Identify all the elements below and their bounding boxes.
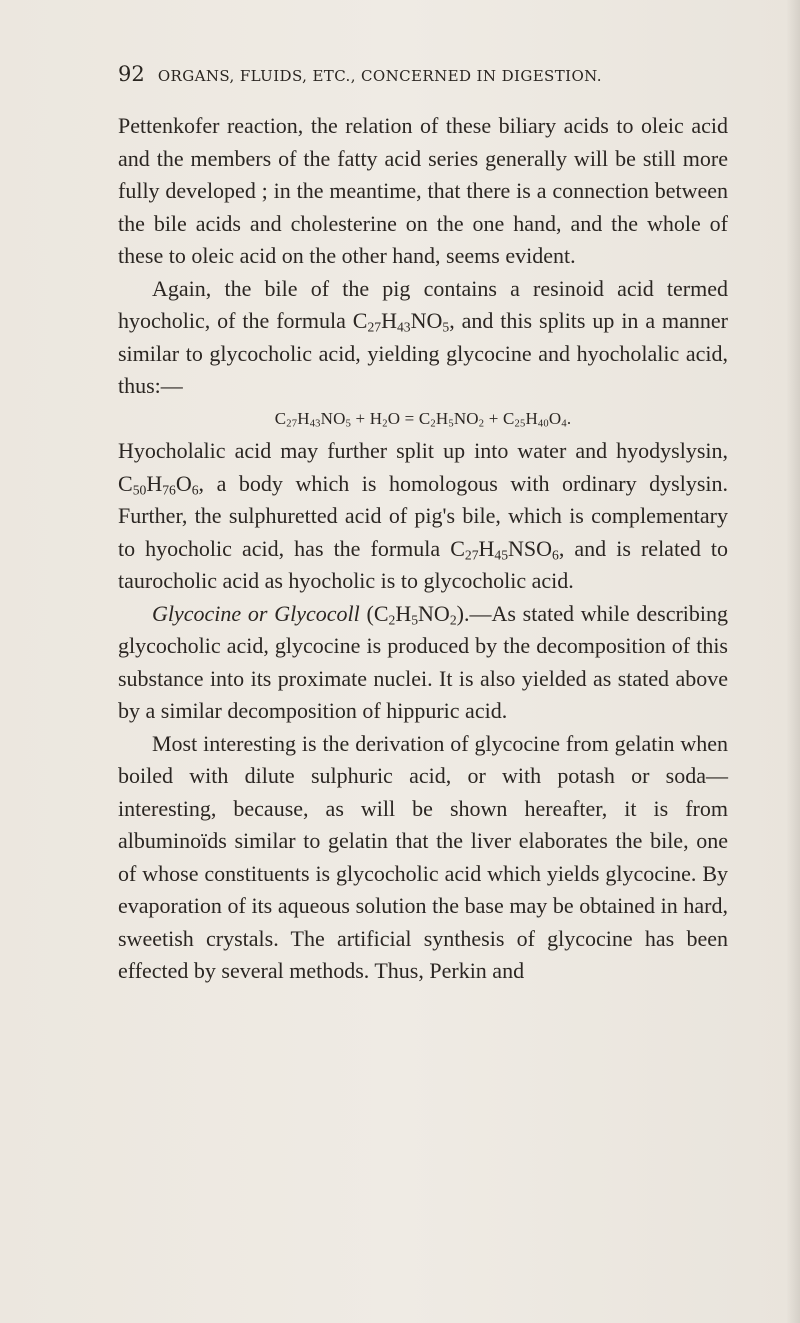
equation-sub: 4 (561, 418, 567, 430)
paragraph-4-text-a: (C (359, 600, 389, 626)
formula-sub: 6 (191, 481, 199, 497)
formula-text: H (478, 535, 495, 561)
chemical-equation (118, 403, 728, 436)
paragraph-3 (118, 435, 728, 598)
paragraph-1-text: Pettenkofer reaction, the relation of these biliary acids to oleic acid and the members of the fatty acid series generally will be still more fully developed ; in the meantime, that there is a connection between the bile acids and cholesterine on the one hand, and the whole of these to oleic acid on the other hand, seems evident. (118, 113, 728, 268)
formula-sub: 27 (464, 546, 479, 562)
formula-text: NO (418, 600, 450, 626)
formula-text: H (395, 600, 412, 626)
formula-text: H (381, 308, 397, 333)
formula-sub: 50 (132, 481, 147, 497)
equation-text: NO (453, 408, 479, 428)
paragraph-1 (118, 110, 728, 273)
paragraph-2-text-a: Again, the bile of the pig contains a resinoid acid termed hyocholic, of the formula C (118, 275, 728, 333)
equation-text: H (525, 408, 538, 428)
equation-text: C (274, 408, 287, 428)
formula-text: O (175, 470, 192, 496)
paragraph-2-text-b: , and this splits up in a manner similar to glycocholic acid, yielding glycocine and hyocholalic acid, thus:— (118, 308, 729, 398)
formula-sub: 45 (494, 546, 509, 562)
paragraph-4-text-b: ).—As stated while describing glycocholic acid, glycocine is produced by the decomposition of this substance into its proximate nuclei. It is also yielded as stated above by a similar decomposition of hippuric acid. (118, 600, 729, 723)
formula-sub: 43 (396, 319, 411, 335)
paragraph-2 (118, 273, 728, 403)
equation-text: . (566, 408, 572, 428)
equation-sub: 27 (286, 418, 298, 430)
formula-text: H (146, 470, 163, 496)
equation-sub: 2 (478, 418, 485, 430)
paragraph-3-text-c: , and is related to taurocholic acid as hyocholic is to glycocholic acid. (118, 535, 728, 593)
formula-sub: 27 (367, 319, 382, 335)
formula-sub: 2 (449, 611, 457, 627)
formula-sub: 5 (411, 611, 419, 627)
paragraph-4 (118, 598, 728, 728)
equation-sub: 2 (382, 418, 388, 430)
formula-sub: 76 (162, 481, 176, 497)
paragraph-3-text-a: Hyocholalic acid may further split up into water and hyodyslysin, C (118, 438, 728, 496)
equation-sub: 40 (537, 418, 549, 430)
equation-text: O (548, 408, 562, 428)
running-head: ORGANS, FLUIDS, ETC., CONCERNED IN DIGESTION. (157, 67, 602, 85)
formula-sub: 2 (388, 611, 396, 627)
equation-text: O = C (387, 408, 431, 428)
equation-sub: 25 (514, 418, 526, 430)
formula-text: NO (410, 308, 443, 333)
paragraph-5-text: Most interesting is the derivation of glycocine from gelatin when boiled with dilute sulphuric acid, or with potash or soda—interesting, because, as will be shown hereafter, it is from albuminoïds similar to gelatin that the liver elaborates the bile, one of whose constituents is glycocholic acid which yields glycocine. By evaporation of its aqueous solution the base may be obtained in hard, sweetish crystals. The artificial synthesis of glycocine has been effected by several methods. Thus, Perkin and (118, 730, 728, 983)
equation-text: NO (320, 408, 346, 428)
page-number: 92 (118, 62, 145, 86)
equation-text: + C (484, 408, 515, 428)
equation-text: + H (351, 408, 383, 428)
equation-text: H (297, 408, 310, 428)
equation-sub: 5 (448, 418, 454, 430)
paragraph-5 (118, 728, 728, 988)
page-header (118, 62, 728, 86)
body-text (118, 110, 728, 988)
page-edge-shadow (786, 0, 800, 1323)
equation-sub: 2 (430, 418, 436, 430)
formula-sub: 5 (442, 319, 450, 335)
section-title-glycocine: Glycocine or Glycocoll (152, 600, 360, 626)
equation-sub: 5 (345, 418, 352, 430)
paragraph-3-text-b: , a body which is homologous with ordinary dyslysin. Further, the sulphuretted acid of pig's bile, which is complementary to hyocholic acid, has the formula C (118, 470, 728, 561)
formula-text: NSO (508, 535, 553, 561)
formula-sub: 6 (552, 546, 559, 562)
equation-text: H (435, 408, 449, 428)
equation-sub: 43 (309, 418, 321, 430)
